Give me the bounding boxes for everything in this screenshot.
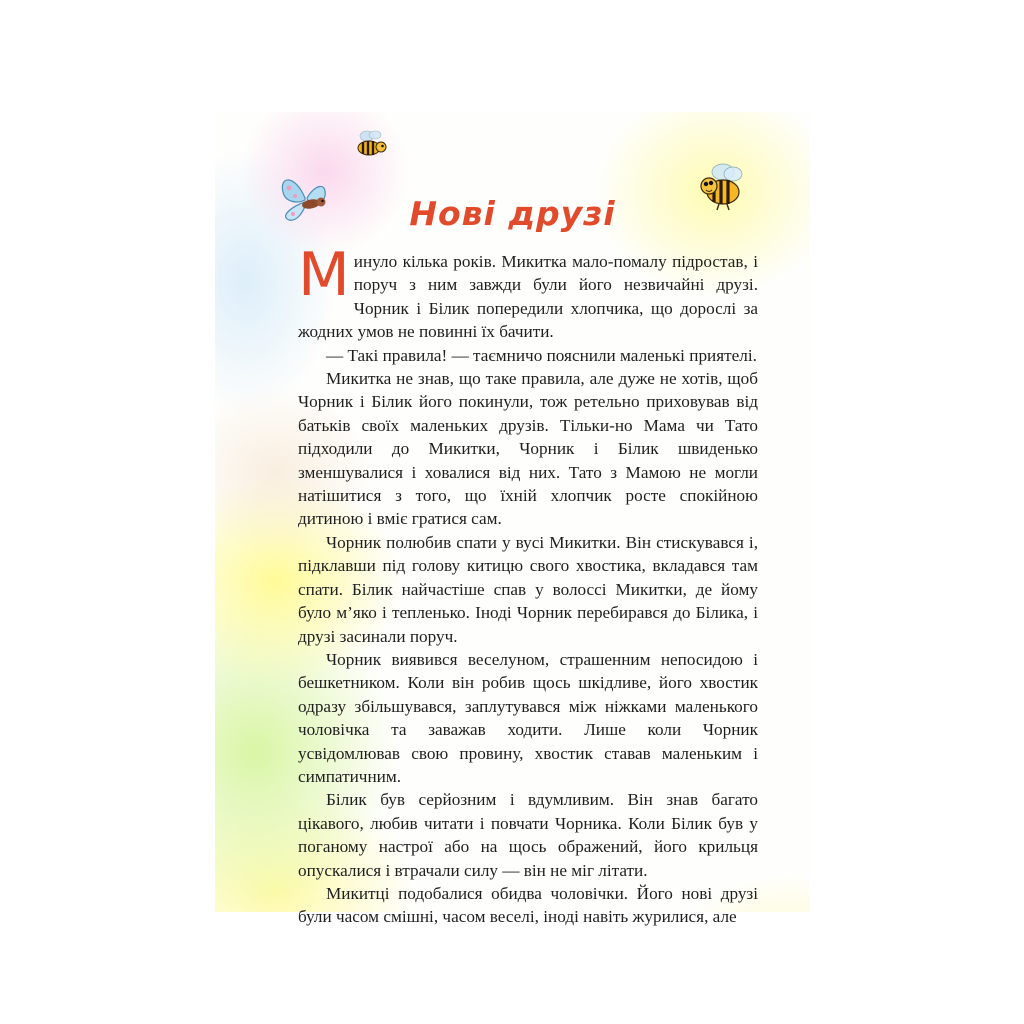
paragraph: Чорник полюбив спати у вусі Микитки. Він стискувався і, підклавши під голову китицю свого хвостика, вкладався там спати. Білик найчастіше спав у волоссі Микитки, де йому було м’яко і тепленько. Іноді Чорник перебирався до Білика, і друзі засинали поруч. xyxy=(298,532,758,646)
paragraph xyxy=(298,240,758,344)
paragraph: — Такі правила! — таємничо пояснили маленькі приятелі. xyxy=(326,345,757,365)
book-page xyxy=(215,112,810,927)
paragraph: Микитці подобалися обидва чоловічки. Його нові друзі були часом смішні, часом веселі, іноді навіть журилися, але xyxy=(298,883,758,927)
bee-icon xyxy=(353,128,389,162)
paragraph: Білик був серйозним і вдумливим. Він знав багато цікавого, любив читати і повчати Чорника. Коли Білик був у поганому настрої або на щось ображений, його крильця опускалися і втрачали силу — він не міг літати. xyxy=(298,790,758,880)
chapter-title: Нові друзі xyxy=(409,194,616,233)
chapter-text xyxy=(298,240,758,929)
paragraph: Микитка не знав, що таке правила, але дуже не хотів, щоб Чорник і Білик його покинули, тож ретельно приховував від батьків своїх маленьких друзів. Тільки-но Мама чи Тато підходили до Микитки, Чорник і Білик швиденько зменшувалися і ховалися від них. Тато з Мамою не могли натішитися з того, що їхній хлопчик росте спокійною дитиною і вміє гратися сам. xyxy=(298,369,758,529)
paragraph-text: инуло кілька років. Микитка мало-помалу підростав, і поруч з ним завжди були його незвичайні друзі. Чорник і Білик попередили хлопчика, що дорослі за жодних умов не повинні їх бачити. xyxy=(298,252,758,342)
paragraph: Чорник виявився веселуном, страшенним непосидою і бешкетником. Коли він робив щось шкідливе, його хвостик одразу збільшувався, заплутувався між ніжками маленького чоловічка та заважав ходити. Лише коли Чорник усвідомлював свою провину, хвостик ставав маленьким і симпатичним. xyxy=(298,649,758,786)
drop-cap: М xyxy=(298,240,350,310)
